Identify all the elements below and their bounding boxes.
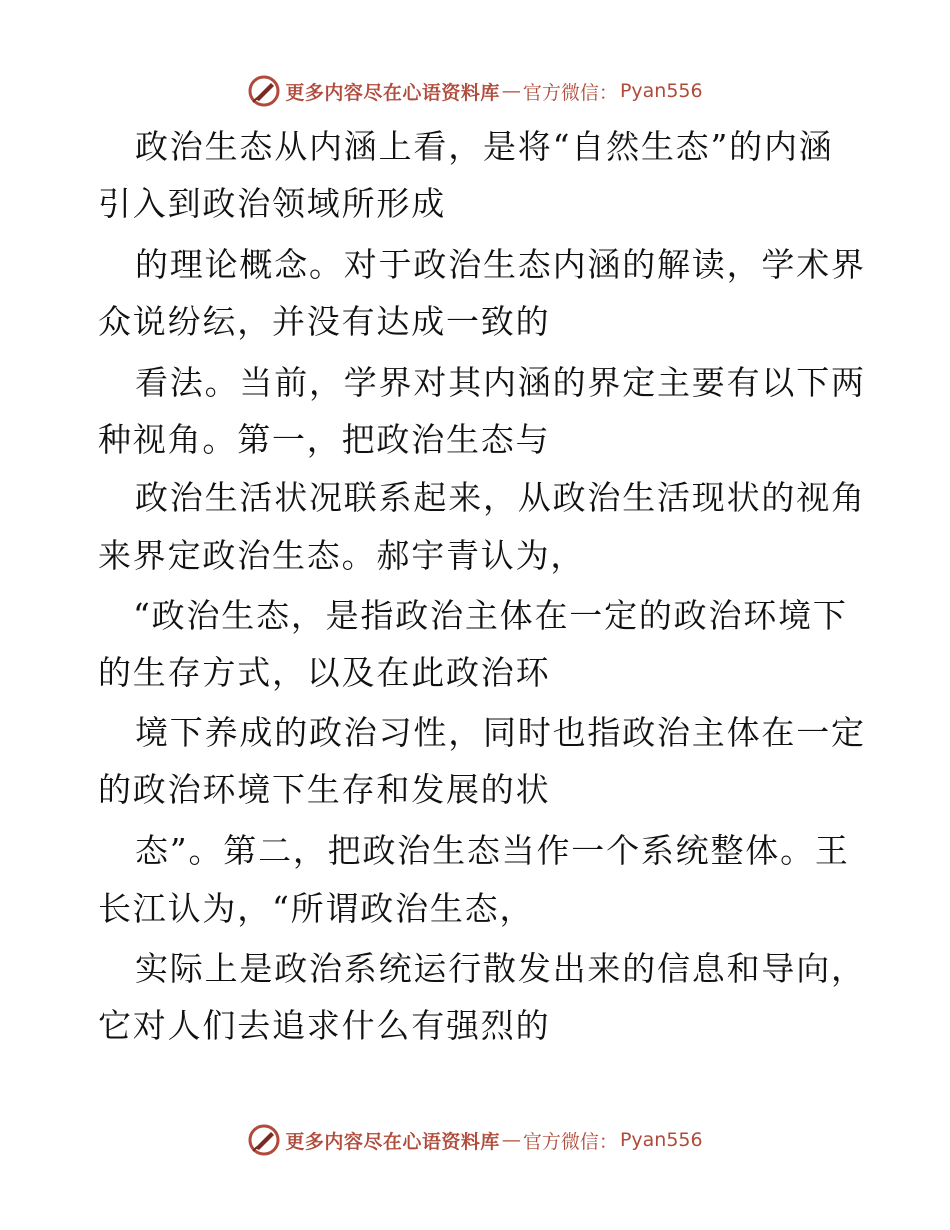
header-banner bbox=[0, 71, 950, 111]
text-line: 境下养成的政治习性，同时也指政治主体在一定 bbox=[135, 713, 866, 752]
text-line: 众说纷纭，并没有达成一致的 bbox=[98, 302, 551, 341]
text-line: 政治生态从内涵上看，是将“自然生态”的内涵 bbox=[135, 127, 834, 166]
text-line: 的理论概念。对于政治生态内涵的解读，学术界 bbox=[135, 245, 866, 284]
footer-banner bbox=[0, 1120, 950, 1160]
quill-logo-icon bbox=[247, 74, 281, 108]
site-name: 更多内容尽在心语资料库 bbox=[285, 81, 500, 104]
text-line: 看法。当前，学界对其内涵的界定主要有以下两 bbox=[135, 363, 866, 402]
wechat-label: 官方微信： bbox=[522, 1130, 618, 1153]
text-line: 实际上是政治系统运行散发出来的信息和导向， bbox=[135, 949, 866, 988]
text-line: 引入到政治领域所形成 bbox=[98, 184, 446, 223]
text-line: 来界定政治生态。郝宇青认为， bbox=[98, 536, 586, 575]
wechat-label: 官方微信： bbox=[522, 81, 618, 104]
text-line: 态”。第二，把政治生态当作一个系统整体。王 bbox=[135, 831, 850, 870]
banner-separator: — bbox=[501, 80, 521, 102]
text-line: 种视角。第一，把政治生态与 bbox=[98, 420, 551, 459]
text-line: “政治生态，是指政治主体在一定的政治环境下 bbox=[133, 596, 848, 635]
text-line: 长江认为，“所谓政治生态， bbox=[98, 889, 535, 928]
text-line: 的生存方式，以及在此政治环 bbox=[98, 653, 551, 692]
wechat-id: Pyan556 bbox=[619, 1129, 703, 1151]
quill-logo-icon bbox=[247, 1123, 281, 1157]
text-line: 政治生活状况联系起来，从政治生活现状的视角 bbox=[135, 478, 866, 517]
site-name: 更多内容尽在心语资料库 bbox=[285, 1130, 500, 1153]
wechat-id: Pyan556 bbox=[619, 80, 703, 102]
banner-separator: — bbox=[501, 1129, 521, 1151]
text-line: 它对人们去追求什么有强烈的 bbox=[98, 1006, 551, 1045]
text-line: 的政治环境下生存和发展的状 bbox=[98, 770, 551, 809]
